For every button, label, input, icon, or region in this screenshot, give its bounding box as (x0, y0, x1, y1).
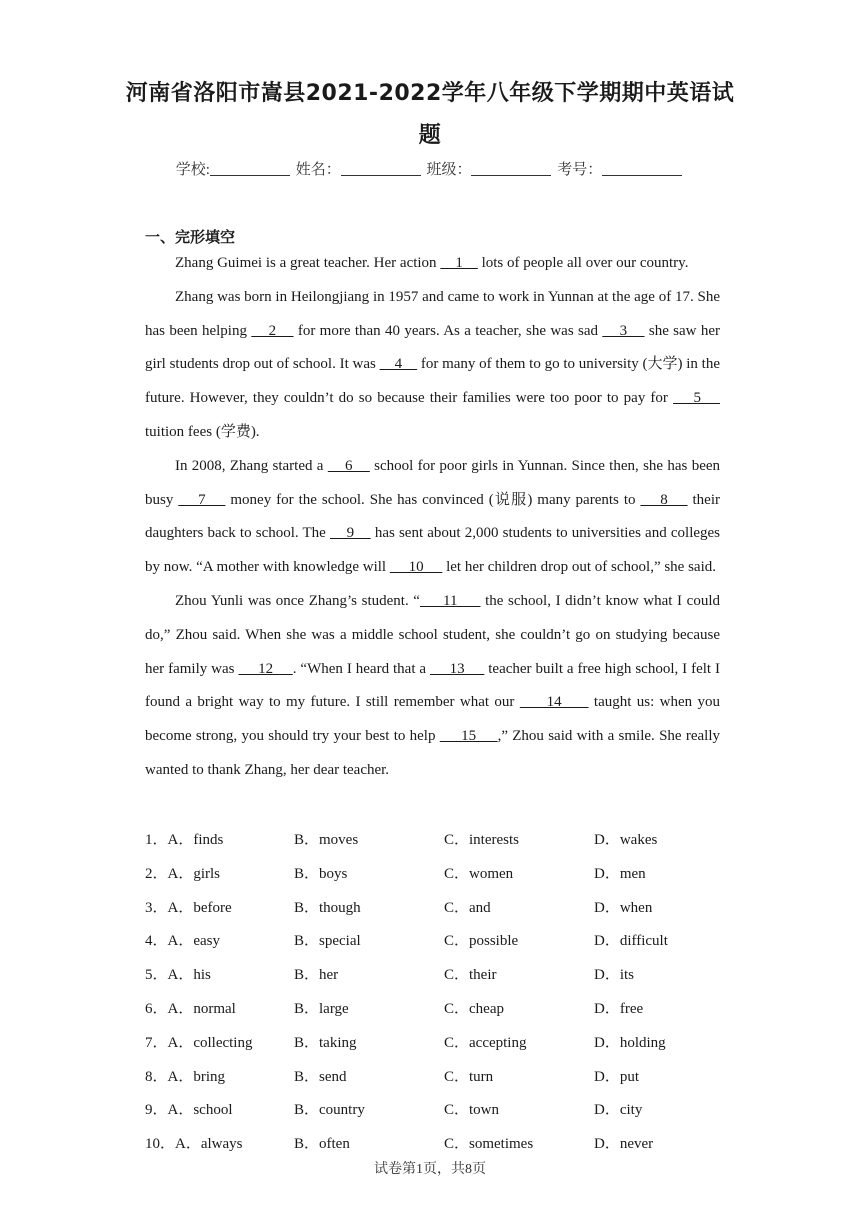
question-row (145, 821, 745, 855)
option-d: D．its (594, 967, 635, 984)
option-b: B．large (294, 1000, 349, 1017)
passage-paragraph (145, 585, 720, 788)
option-c: C．accepting (444, 1034, 527, 1051)
blank-number: 7 (178, 491, 226, 508)
option-c: C．town (444, 1102, 500, 1119)
question-row (145, 855, 745, 889)
question-row (145, 1024, 745, 1058)
question-row (145, 990, 745, 1024)
option-d: D．holding (594, 1034, 666, 1051)
option-d: D．when (594, 899, 653, 916)
option-c: C．interests (444, 832, 519, 848)
option-b: B．moves (294, 832, 359, 848)
section-title: 一、完形填空 (145, 228, 236, 246)
option-a: 10．A．always (145, 1136, 243, 1153)
option-b: B．often (294, 1136, 350, 1153)
name-label: 姓名： (295, 162, 341, 178)
option-d: D．put (594, 1068, 640, 1085)
option-b: B．country (294, 1102, 365, 1119)
option-d: D．city (594, 1102, 643, 1119)
passage-text: for many of them to go to university (大学) in the future. However, they couldn’t do so because their families were too poor to pay for (145, 356, 721, 407)
passage-text: taught us: when you become strong, you should try your best to help (145, 694, 721, 745)
question-row (145, 1125, 745, 1159)
option-c: C．women (444, 865, 514, 882)
question-row (145, 1091, 745, 1125)
blank-number: 1 (440, 255, 478, 271)
passage-paragraph (145, 281, 720, 450)
option-b: B．send (294, 1068, 347, 1085)
blank-number: 13 (430, 660, 485, 677)
option-c: C．their (444, 967, 497, 984)
passage-paragraph (145, 247, 720, 281)
cloze-passage (145, 247, 720, 788)
passage-text: ,” Zhou said with a smile. She really wanted to thank Zhang, her dear teacher. (145, 728, 721, 778)
class-blank (471, 161, 551, 176)
option-c: C．possible (444, 933, 519, 950)
blank-number: 12 (238, 660, 293, 677)
blank-number: 14 (519, 694, 589, 711)
exam-number-blank (602, 161, 682, 176)
passage-text: their daughters back to school. The (145, 491, 721, 542)
passage-text: has sent about 2,000 students to universities and colleges by now. “A mother with knowledge will (145, 525, 721, 576)
option-b: B．boys (294, 865, 348, 882)
option-d: D．never (594, 1136, 654, 1153)
option-a: 6．A．normal (145, 1000, 236, 1017)
option-a: 1．A．finds (145, 832, 224, 848)
blank-number: 8 (640, 491, 688, 508)
blank-number: 6 (327, 457, 370, 474)
page-title-line2: 题 (418, 123, 442, 148)
option-a: 8．A．bring (145, 1068, 225, 1085)
question-row (145, 1058, 745, 1092)
question-row (145, 922, 745, 956)
passage-text: Zhou Yunli was once Zhang’s student. “ (175, 592, 420, 609)
blank-number: 2 (251, 322, 294, 339)
option-d: D．difficult (594, 933, 668, 950)
exam-number-label: 考号： (557, 162, 603, 178)
option-a: 4．A．easy (145, 933, 220, 950)
question-row (145, 889, 745, 923)
school-label: 学校: (175, 162, 210, 178)
option-b: B．special (294, 933, 361, 950)
blank-number: 15 (439, 728, 498, 745)
option-b: B．taking (294, 1034, 357, 1051)
option-d: D．free (594, 1000, 644, 1017)
blank-number: 9 (330, 525, 371, 542)
passage-text: the school, I didn’t know what I could do,” Zhou said. When she was a middle school student, she couldn’t go on studying because her family was (145, 592, 720, 677)
option-b: B．her (294, 967, 339, 984)
option-c: C．sometimes (444, 1136, 534, 1153)
name-blank (341, 161, 421, 176)
answer-options (145, 821, 745, 1159)
passage-text: tuition fees (学费). (145, 423, 260, 440)
passage-text: Zhang Guimei is a great teacher. Her action (175, 255, 441, 271)
blank-number: 4 (379, 356, 418, 373)
question-row (145, 956, 745, 990)
option-d: D．men (594, 865, 646, 882)
passage-text: she saw her girl students drop out of school. It was (145, 322, 720, 373)
passage-text: . “When I heard that a (292, 660, 431, 677)
option-b: B．though (294, 899, 361, 916)
passage-text: Zhang was born in Heilongjiang in 1957 and came to work in Yunnan at the age of 17. She has been helping (145, 288, 720, 339)
passage-text: let her children drop out of school,” she said. (442, 559, 717, 576)
passage-paragraph (145, 450, 720, 585)
page-footer: 试卷第1页，共8页 (374, 1162, 486, 1177)
option-a: 9．A．school (145, 1102, 233, 1119)
passage-text: teacher built a free high school, I felt I found a bright way to my future. I still remember what our (145, 660, 721, 711)
blank-number: 3 (602, 322, 645, 339)
option-c: C．turn (444, 1068, 494, 1085)
class-label: 班级： (426, 162, 472, 178)
option-a: 7．A．collecting (145, 1034, 253, 1051)
school-blank (210, 161, 290, 176)
page-title-line1: 河南省洛阳市嵩县2021-2022学年八年级下学期期中英语试 (125, 81, 735, 106)
option-a: 2．A．girls (145, 865, 221, 882)
blank-number: 11 (419, 592, 481, 609)
blank-number: 10 (389, 559, 443, 576)
passage-text: lots of people all over our country. (477, 255, 689, 271)
student-info-line (0, 158, 860, 179)
blank-number: 5 (673, 390, 721, 407)
option-a: 5．A．his (145, 967, 211, 984)
option-d: D．wakes (594, 832, 658, 848)
passage-text: for more than 40 years. As a teacher, she was sad (293, 322, 603, 339)
option-a: 3．A．before (145, 899, 232, 916)
option-c: C．and (444, 899, 491, 916)
passage-text: school for poor girls in Yunnan. Since then, she has been busy (145, 457, 721, 508)
option-c: C．cheap (444, 1000, 504, 1017)
passage-text: money for the school. She has convinced (说服) many parents to (225, 491, 641, 508)
passage-text: In 2008, Zhang started a (175, 457, 328, 474)
